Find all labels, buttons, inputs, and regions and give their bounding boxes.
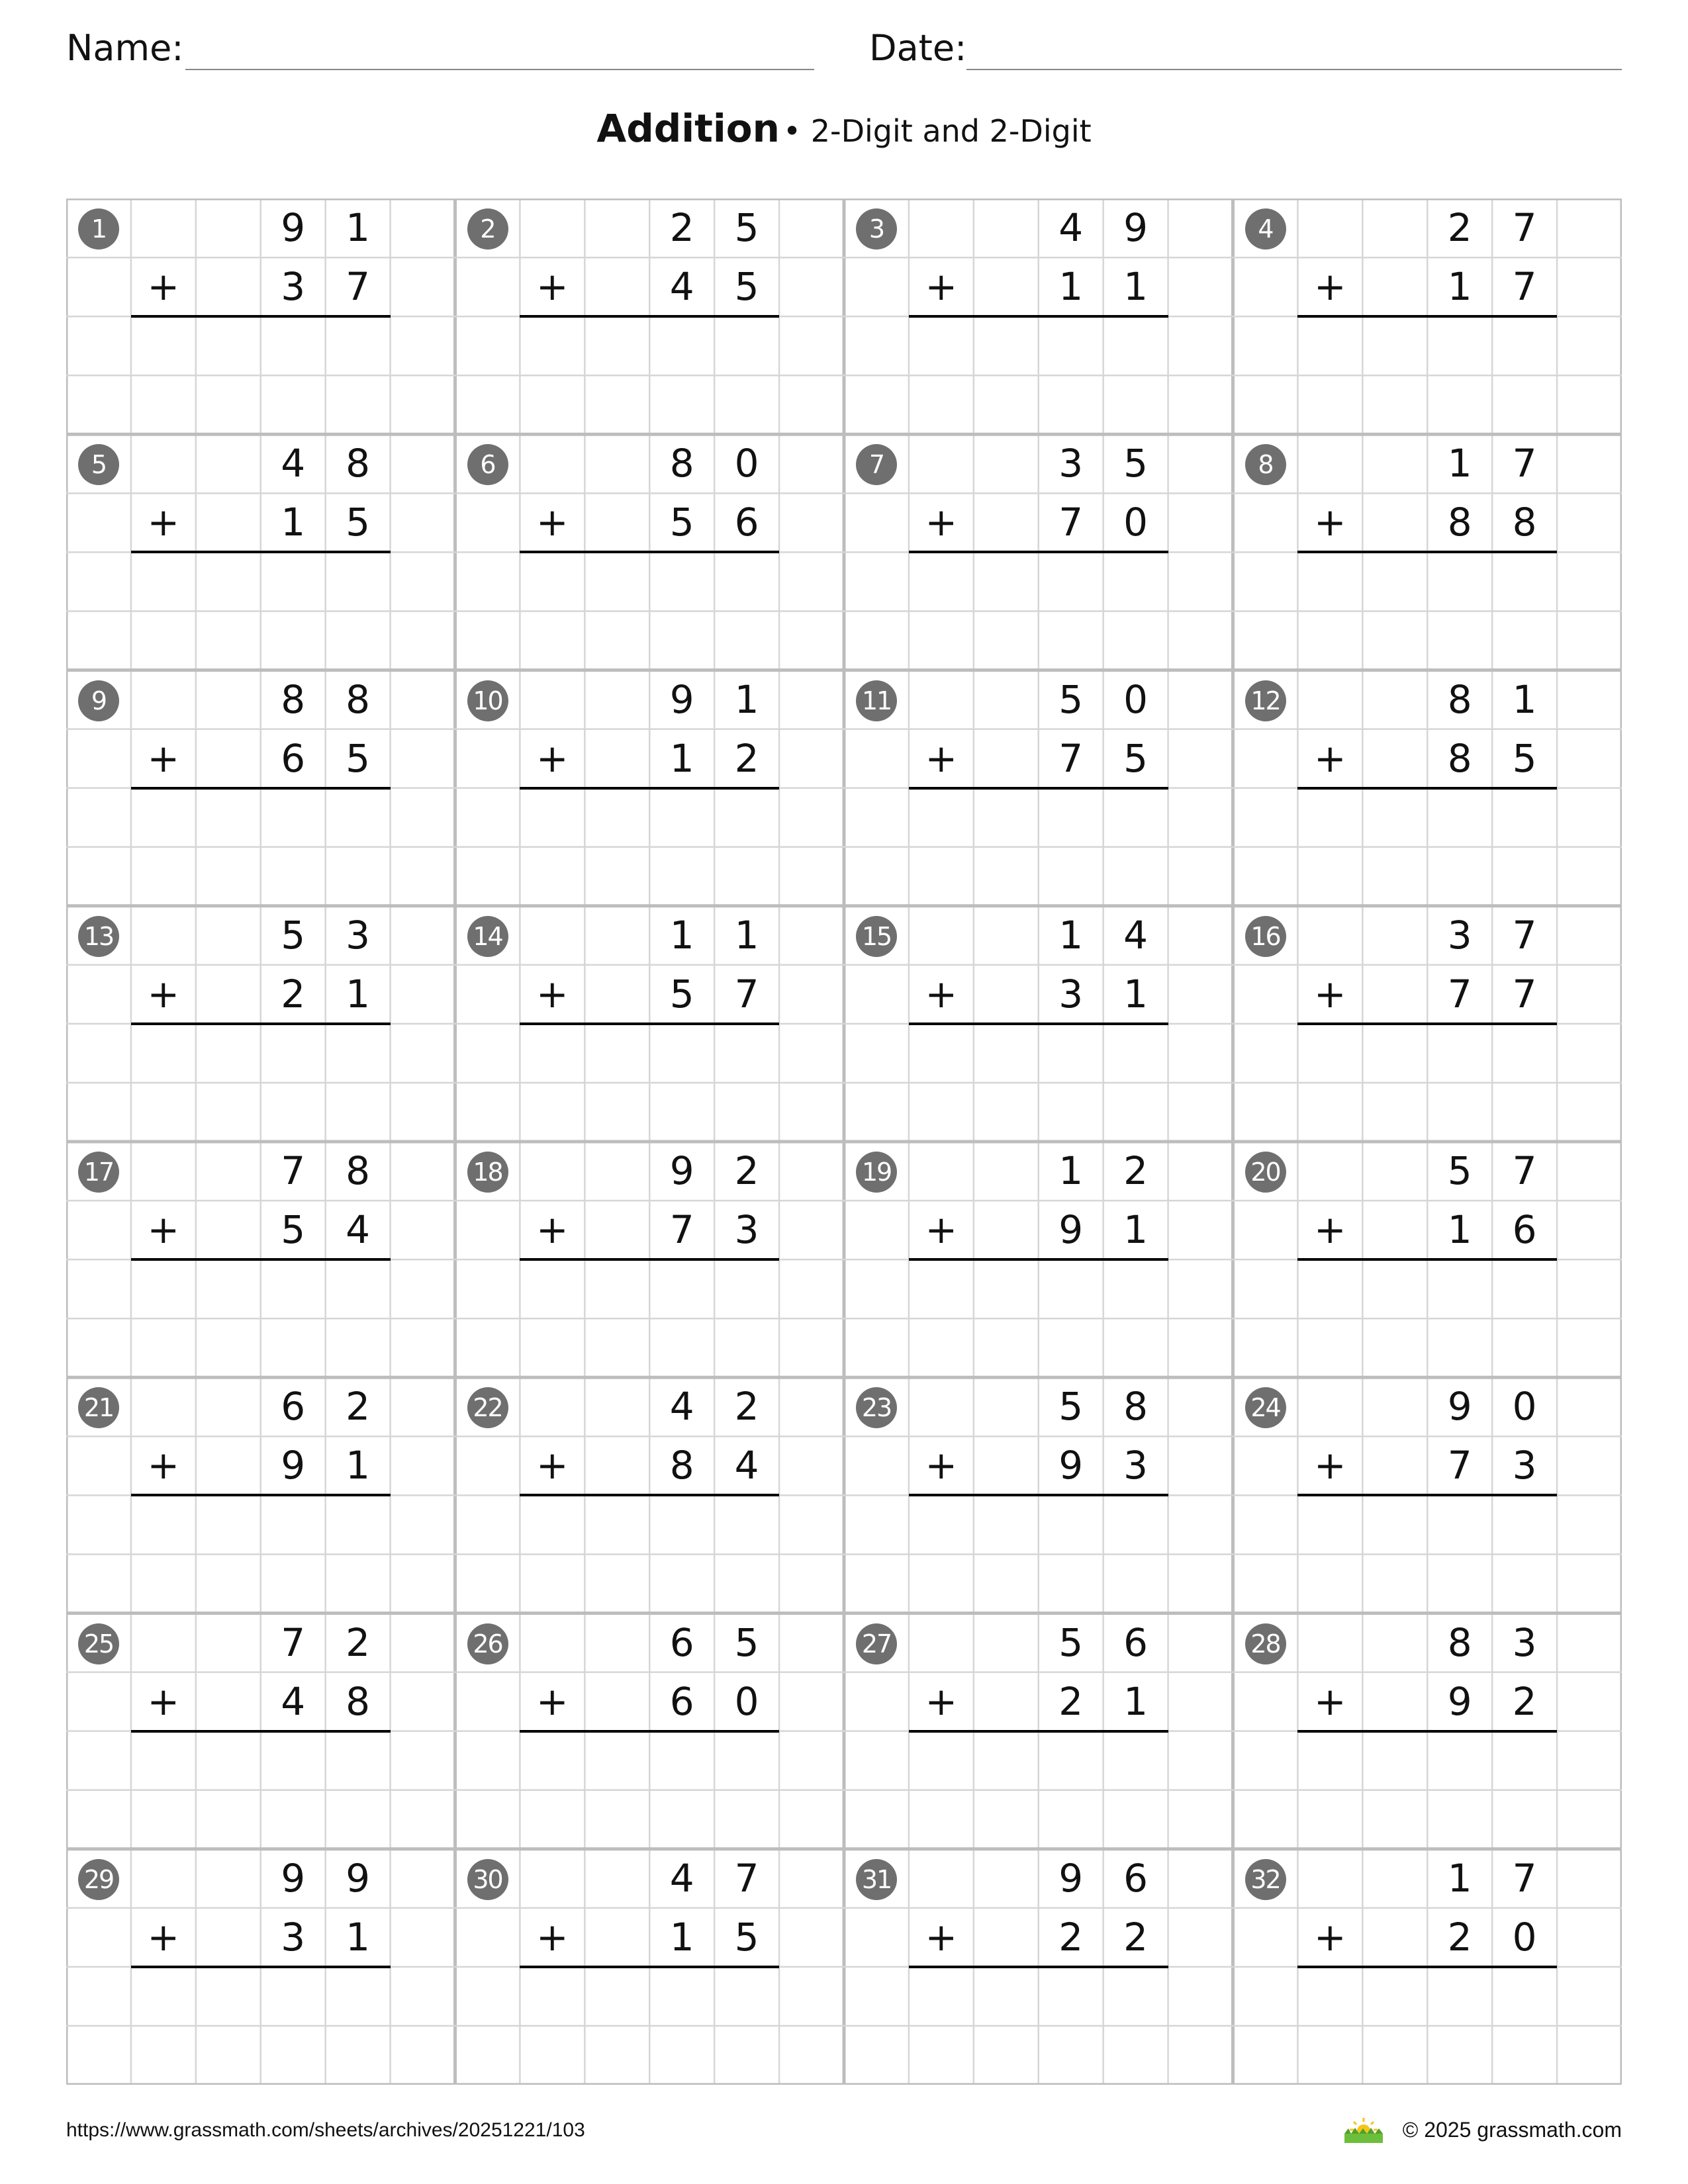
plus-operator: + [925,500,958,545]
answer-area[interactable] [1297,1024,1557,1142]
bottom-digit: 7 [1058,735,1084,781]
problem-number-badge: 3 [856,208,897,250]
problem-number-badge: 11 [856,680,897,721]
problem-number-badge: 23 [856,1387,897,1428]
top-digit: 4 [669,1855,694,1901]
answer-area[interactable] [131,316,391,434]
problem-17 [66,1142,455,1377]
problem-23 [844,1377,1233,1613]
bottom-digit: 0 [1123,500,1149,545]
problem-3 [844,199,1233,434]
problem-number-badge: 21 [78,1387,119,1428]
title-subtitle: 2-Digit and 2-Digit [810,113,1092,149]
bottom-digit: 9 [1058,1207,1084,1253]
plus-operator: + [536,1678,569,1724]
bottom-digit: 6 [281,735,306,781]
problem-30 [455,1849,845,2085]
footer-url: https://www.grassmath.com/sheets/archives/20251221/103 [66,2119,585,2141]
bottom-digit: 8 [1512,500,1537,545]
date-line[interactable] [966,69,1622,70]
bottom-digit: 1 [1447,1207,1472,1253]
bottom-digit: 7 [1447,1443,1472,1488]
top-digit: 5 [734,1619,759,1665]
bottom-digit: 7 [346,264,371,310]
answer-area[interactable] [520,1967,779,2085]
bottom-digit: 1 [1123,1678,1149,1724]
top-digit: 8 [1123,1384,1149,1430]
bottom-digit: 6 [734,500,759,545]
problem-5 [66,434,455,670]
problem-27 [844,1614,1233,1849]
answer-area[interactable] [131,788,391,906]
problem-24 [1233,1377,1622,1613]
top-digit: 2 [669,205,694,250]
bottom-digit: 5 [1123,735,1149,781]
problem-31 [844,1849,1233,2085]
bottom-digit: 2 [1123,1914,1149,1960]
problem-20 [1233,1142,1622,1377]
top-digit: 3 [1512,1619,1537,1665]
plus-operator: + [925,1678,958,1724]
bottom-digit: 1 [346,1443,371,1488]
bottom-digit: 1 [1447,264,1472,310]
top-digit: 1 [1058,1148,1084,1193]
top-digit: 5 [1058,1619,1084,1665]
top-digit: 2 [734,1148,759,1193]
problem-32 [1233,1849,1622,2085]
top-digit: 7 [1512,912,1537,958]
title-main: Addition [596,106,780,151]
bottom-digit: 8 [1447,500,1472,545]
bottom-digit: 3 [1512,1443,1537,1488]
top-digit: 4 [1058,205,1084,250]
answer-area[interactable] [909,1259,1168,1377]
bottom-digit: 4 [734,1443,759,1488]
top-digit: 2 [346,1384,371,1430]
answer-area[interactable] [1297,1259,1557,1377]
answer-area[interactable] [909,552,1168,670]
top-digit: 5 [1447,1148,1472,1193]
footer-copyright: © 2025 grassmath.com [1402,2117,1622,2142]
problem-number-badge: 22 [467,1387,508,1428]
problem-4 [1233,199,1622,434]
bottom-digit: 7 [1512,264,1537,310]
plus-operator: + [1314,1914,1346,1960]
answer-area[interactable] [520,1495,779,1613]
top-digit: 7 [1512,1148,1537,1193]
plus-operator: + [536,1443,569,1488]
answer-area[interactable] [520,1731,779,1849]
top-digit: 9 [669,1148,694,1193]
top-digit: 1 [1447,441,1472,486]
plus-operator: + [147,1678,180,1724]
problem-number-badge: 10 [467,680,508,721]
problem-21 [66,1377,455,1613]
answer-area[interactable] [520,316,779,434]
top-digit: 9 [669,676,694,722]
answer-area[interactable] [909,1495,1168,1613]
plus-operator: + [1314,1443,1346,1488]
bottom-digit: 7 [1512,971,1537,1017]
problem-14 [455,906,845,1142]
bottom-digit: 4 [281,1678,306,1724]
top-digit: 8 [346,441,371,486]
top-digit: 5 [1058,1384,1084,1430]
top-digit: 1 [669,912,694,958]
answer-area[interactable] [1297,1731,1557,1849]
top-digit: 1 [1512,676,1537,722]
problem-number-badge: 6 [467,444,508,485]
problem-26 [455,1614,845,1849]
top-digit: 6 [669,1619,694,1665]
problem-number-badge: 29 [78,1859,119,1900]
plus-operator: + [536,264,569,310]
top-digit: 5 [281,912,306,958]
plus-operator: + [147,1443,180,1488]
problem-number-badge: 5 [78,444,119,485]
plus-operator: + [536,1207,569,1253]
answer-area[interactable] [1297,316,1557,434]
bottom-digit: 5 [669,971,694,1017]
top-digit: 6 [281,1384,306,1430]
top-digit: 7 [281,1619,306,1665]
top-digit: 1 [734,676,759,722]
plus-operator: + [147,500,180,545]
bottom-digit: 1 [1123,971,1149,1017]
top-digit: 0 [1512,1384,1537,1430]
plus-operator: + [925,264,958,310]
problem-25 [66,1614,455,1849]
problem-7 [844,434,1233,670]
bottom-digit: 1 [1123,1207,1149,1253]
bottom-digit: 3 [281,1914,306,1960]
top-digit: 8 [1447,676,1472,722]
top-digit: 8 [281,676,306,722]
bottom-digit: 1 [346,1914,371,1960]
top-digit: 2 [1447,205,1472,250]
date-label: Date: [869,27,967,69]
problem-number-badge: 28 [1245,1623,1286,1664]
answer-area[interactable] [131,1495,391,1613]
top-digit: 3 [346,912,371,958]
plus-operator: + [147,1207,180,1253]
plus-operator: + [1314,971,1346,1017]
bottom-digit: 2 [1512,1678,1537,1724]
answer-area[interactable] [909,788,1168,906]
footer-branding [1340,2115,1622,2144]
problem-2 [455,199,845,434]
top-digit: 9 [1447,1384,1472,1430]
plus-operator: + [1314,735,1346,781]
top-digit: 5 [1058,676,1084,722]
top-digit: 2 [346,1619,371,1665]
problem-number-badge: 16 [1245,916,1286,957]
plus-operator: + [536,735,569,781]
problem-16 [1233,906,1622,1142]
problem-number-badge: 26 [467,1623,508,1664]
top-digit: 2 [734,1384,759,1430]
answer-area[interactable] [131,1967,391,2085]
answer-area[interactable] [1297,788,1557,906]
top-digit: 3 [1447,912,1472,958]
problem-number-badge: 15 [856,916,897,957]
problem-number-badge: 19 [856,1152,897,1193]
plus-operator: + [1314,500,1346,545]
plus-operator: + [147,735,180,781]
bottom-digit: 8 [346,1678,371,1724]
top-digit: 8 [1447,1619,1472,1665]
bottom-digit: 0 [1512,1914,1537,1960]
bottom-digit: 7 [1447,971,1472,1017]
bottom-digit: 2 [1447,1914,1472,1960]
answer-area[interactable] [520,1024,779,1142]
top-digit: 8 [346,676,371,722]
bottom-digit: 2 [1058,1914,1084,1960]
problem-15 [844,906,1233,1142]
top-digit: 7 [1512,441,1537,486]
answer-area[interactable] [1297,1495,1557,1613]
bottom-digit: 4 [669,264,694,310]
bottom-digit: 2 [734,735,759,781]
problem-number-badge: 7 [856,444,897,485]
bottom-digit: 3 [734,1207,759,1253]
bottom-digit: 3 [1058,971,1084,1017]
bottom-digit: 5 [734,1914,759,1960]
plus-operator: + [1314,1678,1346,1724]
bottom-digit: 3 [281,264,306,310]
bottom-digit: 5 [1512,735,1537,781]
bottom-digit: 5 [669,500,694,545]
top-digit: 1 [1447,1855,1472,1901]
answer-area[interactable] [520,788,779,906]
bottom-digit: 9 [1058,1443,1084,1488]
answer-area[interactable] [131,552,391,670]
plus-operator: + [147,1914,180,1960]
top-digit: 9 [281,205,306,250]
bottom-digit: 5 [346,500,371,545]
plus-operator: + [536,1914,569,1960]
bottom-digit: 5 [346,735,371,781]
problem-number-badge: 9 [78,680,119,721]
problem-19 [844,1142,1233,1377]
top-digit: 1 [346,205,371,250]
problem-number-badge: 31 [856,1859,897,1900]
title-separator: • [782,113,802,149]
problem-number-badge: 8 [1245,444,1286,485]
sun-grass-logo-icon [1340,2115,1387,2144]
worksheet-title [0,106,1688,151]
bottom-digit: 3 [1123,1443,1149,1488]
answer-area[interactable] [131,1024,391,1142]
top-digit: 5 [734,205,759,250]
bottom-digit: 1 [1123,264,1149,310]
problem-number-badge: 30 [467,1859,508,1900]
bottom-digit: 5 [734,264,759,310]
plus-operator: + [1314,264,1346,310]
problem-number-badge: 1 [78,208,119,250]
problem-1 [66,199,455,434]
top-digit: 0 [734,441,759,486]
plus-operator: + [925,1207,958,1253]
problem-number-badge: 4 [1245,208,1286,250]
answer-area[interactable] [520,1259,779,1377]
answer-area[interactable] [1297,1967,1557,2085]
bottom-digit: 1 [669,735,694,781]
top-digit: 8 [669,441,694,486]
bottom-digit: 2 [281,971,306,1017]
top-digit: 1 [734,912,759,958]
problem-10 [455,670,845,906]
bottom-digit: 1 [1058,264,1084,310]
problem-number-badge: 24 [1245,1387,1286,1428]
top-digit: 4 [281,441,306,486]
top-digit: 7 [281,1148,306,1193]
problem-29 [66,1849,455,2085]
top-digit: 7 [734,1855,759,1901]
problem-number-badge: 27 [856,1623,897,1664]
plus-operator: + [925,1443,958,1488]
answer-area[interactable] [909,1967,1168,2085]
answer-area[interactable] [131,1259,391,1377]
answer-area[interactable] [909,316,1168,434]
plus-operator: + [536,971,569,1017]
top-digit: 1 [1058,912,1084,958]
top-digit: 3 [1058,441,1084,486]
answer-area[interactable] [909,1731,1168,1849]
answer-area[interactable] [520,552,779,670]
problem-12 [1233,670,1622,906]
problem-grid [66,199,1622,2085]
bottom-digit: 8 [669,1443,694,1488]
bottom-digit: 8 [1447,735,1472,781]
top-digit: 6 [1123,1619,1149,1665]
top-digit: 9 [1123,205,1149,250]
bottom-digit: 7 [734,971,759,1017]
problem-number-badge: 2 [467,208,508,250]
problem-28 [1233,1614,1622,1849]
bottom-digit: 1 [669,1914,694,1960]
top-digit: 4 [669,1384,694,1430]
bottom-digit: 1 [346,971,371,1017]
plus-operator: + [147,971,180,1017]
plus-operator: + [925,735,958,781]
problem-number-badge: 32 [1245,1859,1286,1900]
top-digit: 8 [346,1148,371,1193]
plus-operator: + [925,1914,958,1960]
top-digit: 9 [1058,1855,1084,1901]
problem-13 [66,906,455,1142]
top-digit: 7 [1512,205,1537,250]
problem-number-badge: 18 [467,1152,508,1193]
top-digit: 0 [1123,676,1149,722]
top-digit: 9 [346,1855,371,1901]
problem-18 [455,1142,845,1377]
plus-operator: + [147,264,180,310]
name-label: Name: [66,27,184,69]
top-digit: 7 [1512,1855,1537,1901]
bottom-digit: 2 [1058,1678,1084,1724]
problem-number-badge: 20 [1245,1152,1286,1193]
plus-operator: + [1314,1207,1346,1253]
problem-number-badge: 17 [78,1152,119,1193]
problem-8 [1233,434,1622,670]
bottom-digit: 5 [281,1207,306,1253]
top-digit: 2 [1123,1148,1149,1193]
bottom-digit: 0 [734,1678,759,1724]
problem-11 [844,670,1233,906]
bottom-digit: 9 [1447,1678,1472,1724]
problem-22 [455,1377,845,1613]
bottom-digit: 9 [281,1443,306,1488]
top-digit: 5 [1123,441,1149,486]
plus-operator: + [925,971,958,1017]
bottom-digit: 7 [669,1207,694,1253]
problem-9 [66,670,455,906]
bottom-digit: 7 [1058,500,1084,545]
problem-number-badge: 12 [1245,680,1286,721]
answer-area[interactable] [1297,552,1557,670]
problem-number-badge: 13 [78,916,119,957]
bottom-digit: 6 [1512,1207,1537,1253]
answer-area[interactable] [131,1731,391,1849]
bottom-digit: 1 [281,500,306,545]
top-digit: 4 [1123,912,1149,958]
bottom-digit: 6 [669,1678,694,1724]
problem-number-badge: 14 [467,916,508,957]
top-digit: 9 [281,1855,306,1901]
bottom-digit: 4 [346,1207,371,1253]
answer-area[interactable] [909,1024,1168,1142]
problem-6 [455,434,845,670]
top-digit: 6 [1123,1855,1149,1901]
name-line[interactable] [185,69,814,70]
problem-number-badge: 25 [78,1623,119,1664]
plus-operator: + [536,500,569,545]
